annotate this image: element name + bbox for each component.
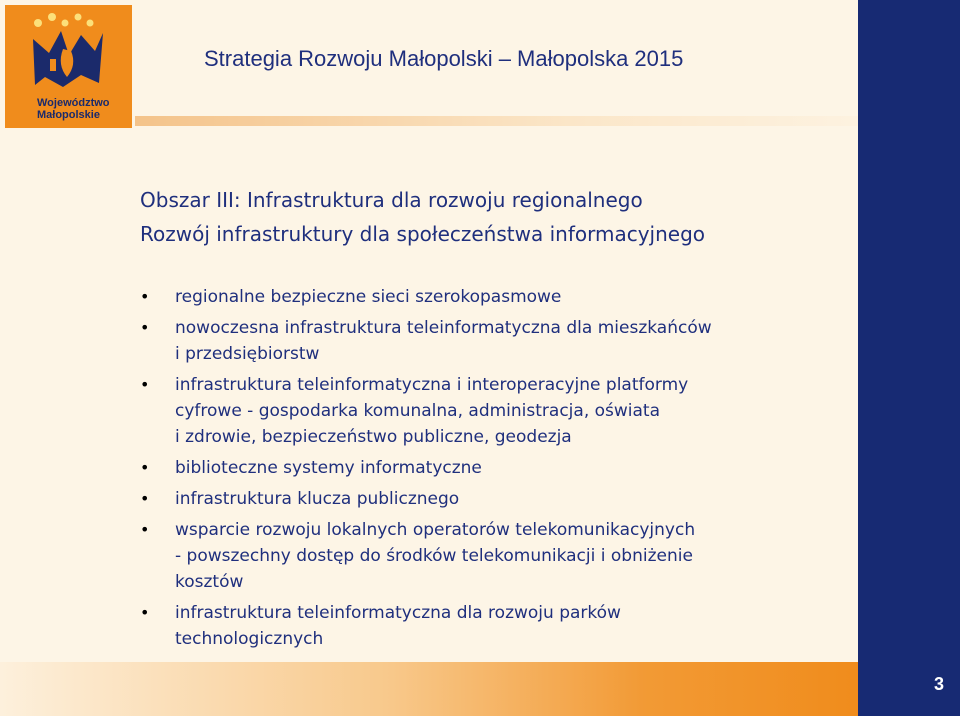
bullet-item bbox=[140, 600, 840, 652]
bullet-item bbox=[140, 372, 840, 450]
bullet-line: • biblioteczne systemy informatyczne bbox=[175, 458, 482, 478]
bullet-line: kosztów bbox=[175, 572, 244, 592]
bullet-item bbox=[140, 315, 840, 367]
section-heading-line-2: Rozwój infrastruktury dla społeczeństwa informacyjnego bbox=[140, 222, 705, 246]
logo-line-1: Województwo bbox=[37, 97, 110, 109]
bullet-line: • infrastruktura teleinformatyczna dla rozwoju parków bbox=[175, 603, 621, 623]
bullet-item bbox=[140, 284, 840, 310]
bullet-item bbox=[140, 517, 840, 595]
bullet-line: • nowoczesna infrastruktura teleinformatyczna dla mieszkańców bbox=[175, 318, 712, 338]
section-heading-line-1: Obszar III: Infrastruktura dla rozwoju regionalnego bbox=[140, 188, 643, 212]
bullet-item bbox=[140, 455, 840, 481]
bullet-line: - powszechny dostęp do środków telekomunikacji i obniżenie bbox=[175, 546, 693, 566]
bullet-line: • wsparcie rozwoju lokalnych operatorów telekomunikacyjnych bbox=[175, 520, 696, 540]
bullet-line: i przedsiębiorstw bbox=[175, 344, 320, 364]
header-divider-band bbox=[135, 116, 858, 126]
logo bbox=[5, 5, 132, 128]
page-number: 3 bbox=[934, 674, 945, 694]
logo-line-2: Małopolskie bbox=[37, 109, 100, 121]
bullet-line: technologicznych bbox=[175, 629, 324, 649]
section-heading bbox=[140, 183, 705, 251]
bullet-line: i zdrowie, bezpieczeństwo publiczne, geodezja bbox=[175, 427, 572, 447]
right-side-bar bbox=[858, 0, 960, 716]
bullet-line: cyfrowe - gospodarka komunalna, administracja, oświata bbox=[175, 401, 661, 421]
bottom-gradient-band bbox=[0, 662, 858, 716]
logo-text bbox=[37, 97, 110, 121]
bullet-list bbox=[140, 284, 840, 657]
header-title: Strategia Rozwoju Małopolski – Małopolska 2015 bbox=[204, 46, 684, 71]
bullet-line: • infrastruktura teleinformatyczna i interoperacyjne platformy bbox=[175, 375, 689, 395]
bullet-line: • infrastruktura klucza publicznego bbox=[175, 489, 460, 509]
bullet-item bbox=[140, 486, 840, 512]
bullet-line: • regionalne bezpieczne sieci szerokopasmowe bbox=[175, 287, 562, 307]
